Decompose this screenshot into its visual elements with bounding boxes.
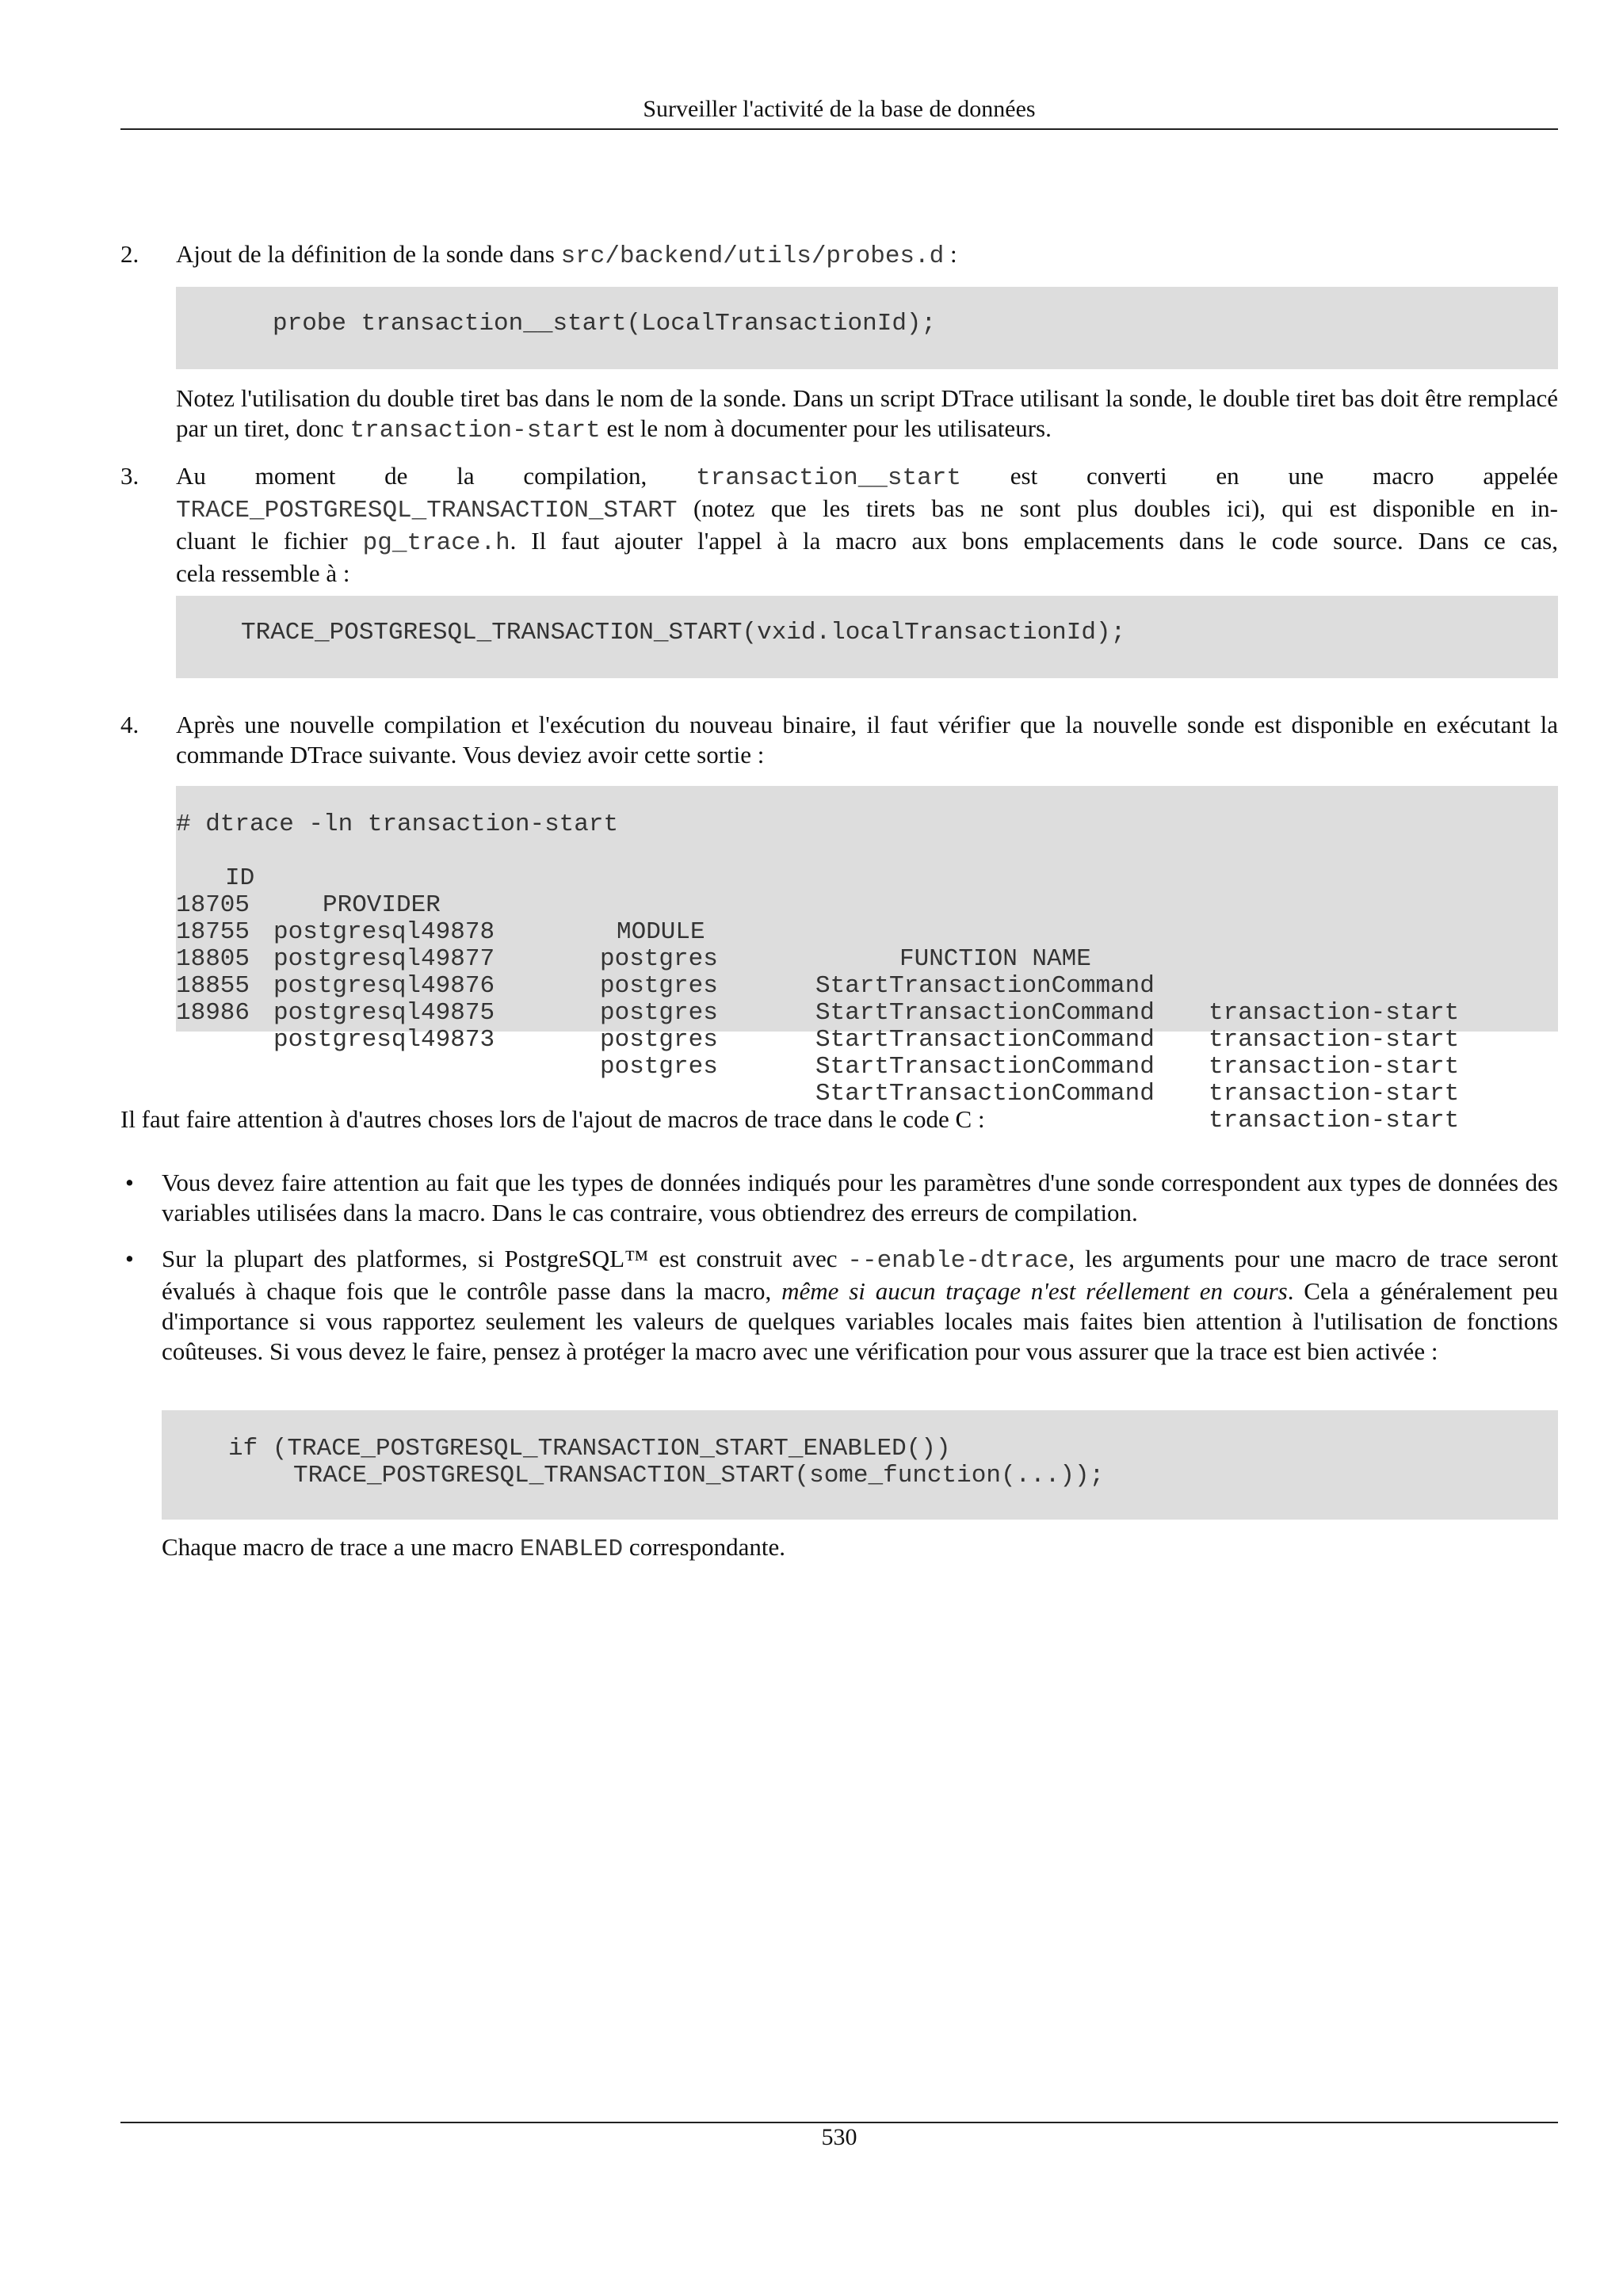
- cell-id: 18986: [176, 999, 250, 1027]
- code-block: [176, 287, 1558, 369]
- text-line: [176, 494, 1558, 526]
- text-run: Sur la plupart des platformes, si PostgreSQL™ est construit avec: [162, 1245, 848, 1272]
- cell-provider: postgresql49876: [273, 972, 495, 1000]
- text-run: correspondante.: [623, 1533, 785, 1561]
- cell-function: StartTransactionCommand: [815, 1026, 1155, 1054]
- text-run: . Cela a généralement peu d'importance si vous rapportez seulement les valeurs de quelques variables locales mais faites bien attention à l'utilisation de fonctions coûteuses. Si vous devez le faire, pensez à protéger la macro avec une vérification pour vous assurer que la trace est bien activée :: [162, 1277, 1558, 1365]
- code-line: probe transaction__start(LocalTransactionId);: [273, 310, 937, 338]
- code-line: TRACE_POSTGRESQL_TRANSACTION_START(vxid.localTransactionId);: [241, 619, 1126, 646]
- note-paragraph: [176, 383, 1558, 446]
- inline-code: --enable-dtrace: [847, 1247, 1069, 1275]
- cell-id: 18805: [176, 945, 250, 973]
- cell-name: transaction-start: [1209, 1080, 1460, 1108]
- code-block: [176, 596, 1558, 678]
- cell-provider: postgresql49873: [273, 1026, 495, 1054]
- cell-id: 18755: [176, 918, 250, 946]
- cell-provider: postgresql49875: [273, 999, 495, 1027]
- text-run: Au moment de la compilation,: [176, 462, 697, 490]
- inline-code: pg_trace.h: [362, 529, 510, 557]
- note-text-end: est le nom à documenter pour les utilisateurs.: [600, 414, 1052, 442]
- item-number: 4.: [120, 711, 139, 738]
- item-text: Après une nouvelle compilation et l'exécution du nouveau binaire, il faut vérifier que la nouvelle sonde est disponible en exécutant la commande DTrace suivante. Vous deviez avoir cette sortie :: [176, 711, 1558, 769]
- column-header: FUNCTION NAME: [899, 945, 1091, 973]
- running-header: Surveiller l'activité de la base de données: [643, 96, 1036, 122]
- bullet-text: [162, 1244, 1558, 1367]
- emphasis-text: même si aucun traçage n'est réellement en cours: [781, 1277, 1288, 1305]
- text-run: Chaque macro de trace a une macro: [162, 1533, 520, 1561]
- after-code-paragraph: [162, 1532, 1558, 1565]
- cell-module: postgres: [600, 972, 718, 1000]
- cell-name: transaction-start: [1209, 1026, 1460, 1054]
- inline-code: ENABLED: [519, 1535, 624, 1563]
- intro-paragraph: Il faut faire attention à d'autres choses lors de l'ajout de macros de trace dans le code C :: [120, 1105, 985, 1133]
- header-rule: [120, 128, 1558, 130]
- cell-name: transaction-start: [1209, 1053, 1460, 1081]
- text-run: est converti en une macro appelée: [960, 462, 1558, 490]
- cell-name: transaction-start: [1209, 1107, 1460, 1135]
- inline-code: transaction-start: [349, 417, 601, 444]
- cell-provider: postgresql49877: [273, 945, 495, 973]
- item-text: [176, 239, 1558, 272]
- text-run: (notez que les tirets bas ne sont plus doubles ici), qui est disponible en in-: [677, 494, 1558, 522]
- bullet-symbol: •: [125, 1245, 134, 1272]
- code-path: src/backend/utils/probes.d: [560, 242, 945, 270]
- text-line: cela ressemble à :: [176, 559, 350, 587]
- code-line: TRACE_POSTGRESQL_TRANSACTION_START(some_function(...));: [293, 1462, 1105, 1489]
- command-line: # dtrace -ln transaction-start: [176, 810, 619, 838]
- item-number: 3.: [120, 462, 139, 490]
- text-run: cluant le fichier: [176, 527, 363, 555]
- column-header: MODULE: [617, 918, 705, 946]
- item-number: 2.: [120, 240, 139, 268]
- cell-function: StartTransactionCommand: [815, 972, 1155, 1000]
- page-number: 530: [821, 2124, 857, 2150]
- cell-name: transaction-start: [1209, 999, 1460, 1027]
- text-line: [176, 526, 1558, 559]
- cell-module: postgres: [600, 999, 718, 1027]
- column-header: PROVIDER: [323, 891, 441, 919]
- code-block: [162, 1410, 1558, 1520]
- item-text: [176, 461, 1558, 589]
- cell-id: 18705: [176, 891, 250, 919]
- bullet-symbol: •: [125, 1169, 134, 1196]
- note-text: Notez l'utilisation du double tiret bas dans le nom de la sonde. Dans un script DTrace utilisant la sonde, le double tiret bas doit être remplacé par un tiret, donc: [176, 384, 1558, 442]
- cell-module: postgres: [600, 1026, 718, 1054]
- inline-code: TRACE_POSTGRESQL_TRANSACTION_START: [176, 497, 678, 524]
- cell-id: 18855: [176, 972, 250, 1000]
- cell-provider: postgresql49878: [273, 918, 495, 946]
- cell-module: postgres: [600, 945, 718, 973]
- item-text-before: Ajout de la définition de la sonde dans: [176, 240, 561, 268]
- cell-function: StartTransactionCommand: [815, 1080, 1155, 1108]
- cell-module: postgres: [600, 1053, 718, 1081]
- item-text-after: :: [944, 240, 957, 268]
- column-header: ID: [225, 864, 255, 892]
- text-run: , les arguments pour une macro de trace seront évalués à chaque fois que le contrôle passe dans la macro,: [162, 1245, 1558, 1305]
- code-line: if (TRACE_POSTGRESQL_TRANSACTION_START_ENABLED()): [228, 1435, 951, 1463]
- text-line: [176, 461, 1558, 494]
- cell-function: StartTransactionCommand: [815, 999, 1155, 1027]
- bullet-text: Vous devez faire attention au fait que les types de données indiqués pour les paramètres d'une sonde correspondent aux types de données des variables utilisées dans la macro. Dans le cas contraire, vous obtiendrez des erreurs de compilation.: [162, 1169, 1558, 1226]
- text-run: . Il faut ajouter l'appel à la macro aux bons emplacements dans le code source. Dans ce cas,: [510, 527, 1558, 555]
- cell-function: StartTransactionCommand: [815, 1053, 1155, 1081]
- inline-code: transaction__start: [696, 464, 961, 492]
